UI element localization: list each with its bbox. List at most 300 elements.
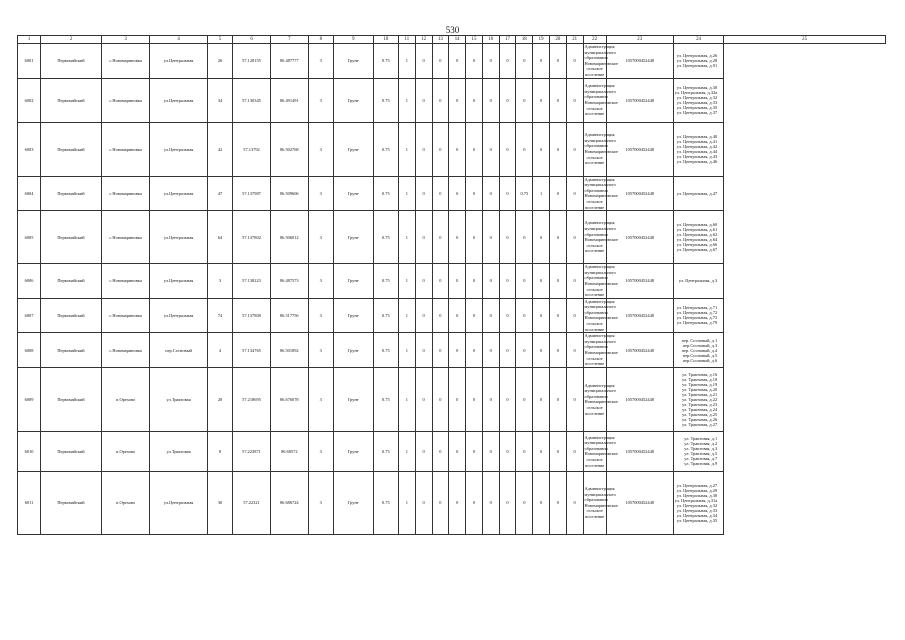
value-cell: 0 — [466, 176, 483, 211]
value-cell: 0 — [466, 264, 483, 299]
value-cell: 0 — [549, 211, 566, 264]
value-cell: 0 — [466, 122, 483, 176]
value-cell: 0 — [549, 122, 566, 176]
address-line: пер.Сосновый, д.5 — [682, 352, 718, 358]
value-cell: 0 — [516, 78, 533, 122]
value-cell: 0 — [449, 367, 466, 431]
table-row — [18, 471, 886, 534]
address-line: пер.Сосновый, д.3 — [682, 342, 718, 348]
value-cell: 1 — [398, 211, 415, 264]
organization-line: образования — [584, 445, 608, 451]
value-cell: 0 — [549, 367, 566, 431]
value-cell: 0 — [549, 78, 566, 122]
address-line: ул. Трактовая, д.27 — [682, 421, 718, 427]
column-number-cell: 15 — [466, 36, 483, 44]
value-cell: 0 — [449, 264, 466, 299]
table-row — [18, 122, 886, 176]
value-cell: 3 — [308, 471, 333, 534]
value-cell: 0 — [432, 122, 449, 176]
organization-line: Новомариновское сельское — [584, 280, 618, 292]
organization-line: Новомариновское сельское — [584, 315, 618, 327]
address-list-cell — [673, 44, 723, 79]
value-cell: 0.75 — [373, 471, 398, 534]
latitude-cell: 57.130345 — [233, 78, 271, 122]
longitude-cell: 86.517756 — [270, 298, 308, 333]
street-cell: ул.Центральная — [150, 176, 208, 211]
latitude-cell: 57.134765 — [233, 333, 271, 368]
organization-cell — [583, 122, 618, 176]
table-row — [18, 367, 886, 431]
address-line: ул. Трактовая, д.24 — [682, 406, 718, 412]
value-cell: 0 — [415, 367, 432, 431]
column-number-cell: 8 — [308, 36, 333, 44]
value-cell: 1 — [398, 122, 415, 176]
address-line: ул. Центральная, д.30 — [676, 492, 718, 498]
address-line: ул. Центральная, д.34 — [676, 512, 718, 518]
value-cell: 0 — [566, 431, 583, 471]
address-line: ул. Центральная, д.61 — [676, 227, 718, 233]
value-cell: 0 — [449, 298, 466, 333]
column-number-cell: 10 — [373, 36, 398, 44]
value-cell: 0 — [566, 78, 583, 122]
address-line: ул. Центральная, д.40 — [676, 134, 718, 140]
organization-line: муниципального — [584, 49, 616, 55]
column-number-cell: 13 — [432, 36, 449, 44]
value-cell: 0 — [499, 176, 516, 211]
organization-line: Администрация — [584, 434, 615, 440]
column-number-cell: 23 — [606, 36, 673, 44]
value-cell: 0 — [449, 471, 466, 534]
value-cell: 0 — [566, 471, 583, 534]
longitude-cell: 86.502768 — [270, 122, 308, 176]
value-cell: 0 — [499, 122, 516, 176]
table-row — [18, 78, 886, 122]
row-id-cell: 6002 — [18, 78, 41, 122]
value-cell: 0 — [449, 44, 466, 79]
settlement-cell: с.Новомариновка — [101, 176, 149, 211]
row-id-cell: 6004 — [18, 176, 41, 211]
address-line: ул. Центральная, д.72 — [676, 310, 718, 316]
surface-type-cell: Грунт — [333, 211, 373, 264]
address-line: ул. Центральная, д.46 — [676, 159, 718, 165]
address-line: пер. Сосновый, д.1 — [681, 337, 718, 343]
district-cell: Первомайский — [41, 333, 102, 368]
district-cell: Первомайский — [41, 264, 102, 299]
latitude-cell: 57.223871 — [233, 431, 271, 471]
value-cell: 0 — [566, 333, 583, 368]
row-id-cell: 6009 — [18, 367, 41, 431]
value-cell: 0 — [482, 264, 499, 299]
address-line: ул. Центральная, д.64 — [676, 237, 718, 243]
organization-line: образования — [584, 393, 608, 399]
column-number-cell: 16 — [482, 36, 499, 44]
latitude-cell: 57.22321 — [233, 471, 271, 534]
value-cell: 1 — [398, 44, 415, 79]
address-line: ул. Центральная, д.91 — [676, 63, 718, 69]
value-cell: 0 — [482, 176, 499, 211]
address-line: пер. Сосновый, д.4 — [681, 347, 718, 353]
value-cell: 0 — [499, 298, 516, 333]
longitude-cell: 86.506012 — [270, 211, 308, 264]
organization-line: поселение — [584, 160, 605, 166]
surface-type-cell: Грунт — [333, 44, 373, 79]
value-cell: 0 — [482, 122, 499, 176]
value-cell: 3 — [308, 333, 333, 368]
value-cell: 0 — [499, 367, 516, 431]
value-cell: 0 — [499, 78, 516, 122]
street-cell: ул.Центральная — [150, 471, 208, 534]
organization-line: поселение — [584, 326, 605, 332]
address-line: ул. Трактовая, д.7 — [684, 456, 718, 462]
house-number-cell: 26 — [207, 44, 232, 79]
column-number-row — [18, 36, 886, 44]
street-cell: ул.Центральная — [150, 264, 208, 299]
latitude-cell: 57.138223 — [233, 264, 271, 299]
settlement-cell: с.Новомариновка — [101, 333, 149, 368]
address-line: ул. Трактовая, д.23 — [682, 401, 718, 407]
value-cell: 0 — [499, 44, 516, 79]
address-list-cell — [673, 471, 723, 534]
street-cell: ул.Центральная — [150, 122, 208, 176]
address-list-cell — [673, 78, 723, 122]
ogrn-cell: 1057000452448 — [606, 471, 673, 534]
value-cell: 0 — [516, 471, 533, 534]
column-number-cell: 24 — [673, 36, 723, 44]
organization-line: муниципального — [584, 137, 616, 143]
value-cell: 0.75 — [373, 367, 398, 431]
ogrn-cell: 1057000452448 — [606, 367, 673, 431]
organization-line: Администрация — [584, 132, 615, 138]
organization-cell — [583, 298, 618, 333]
address-line: ул. Трактовая, д.22 — [682, 396, 718, 402]
value-cell: 1 — [398, 431, 415, 471]
longitude-cell: 86.491491 — [270, 78, 308, 122]
value-cell: 0 — [415, 211, 432, 264]
address-line: ул. Центральная, д.66 — [676, 242, 718, 248]
district-cell: Первомайский — [41, 298, 102, 333]
value-cell: 1 — [398, 176, 415, 211]
organization-line: поселение — [584, 204, 605, 210]
organization-line: Администрация — [584, 382, 615, 388]
house-number-cell: 20 — [207, 367, 232, 431]
address-line: ул. Трактовая, д.18 — [682, 376, 718, 382]
address-line: ул. Трактовая, д.19 — [682, 381, 718, 387]
settlement-cell: п.Орехово — [101, 471, 149, 534]
organization-line: Новомариновское сельское — [584, 60, 618, 72]
value-cell: 0 — [432, 264, 449, 299]
value-cell: 0 — [449, 78, 466, 122]
house-number-cell: 42 — [207, 122, 232, 176]
district-cell: Первомайский — [41, 44, 102, 79]
row-id-cell: 6008 — [18, 333, 41, 368]
address-line: ул. Трактовая, д.2 — [684, 441, 718, 447]
organization-line: Администрация — [584, 486, 615, 492]
organization-line: образования — [584, 497, 608, 503]
address-line: ул. Центральная, д.42 — [676, 144, 718, 150]
address-line: ул. Трактовая, д.16 — [682, 371, 718, 377]
table-row — [18, 431, 886, 471]
address-line: ул. Центральная, д.79 — [676, 320, 718, 326]
value-cell: 0 — [566, 122, 583, 176]
address-line: ул. Центральная, д.3 — [678, 278, 718, 284]
organization-cell — [583, 44, 618, 79]
row-id-cell: 6003 — [18, 122, 41, 176]
address-line: ул. Центральная, д.41 — [676, 139, 718, 145]
value-cell: 1 — [398, 298, 415, 333]
column-number-cell: 25 — [724, 36, 886, 44]
table-row — [18, 264, 886, 299]
address-line: ул. Трактовая, д.3 — [684, 446, 718, 452]
value-cell: 0 — [432, 431, 449, 471]
organization-line: Новомариновское сельское — [584, 149, 618, 160]
value-cell: 0 — [533, 333, 550, 368]
address-list-cell — [673, 367, 723, 431]
value-cell: 0 — [432, 367, 449, 431]
value-cell: 0 — [482, 367, 499, 431]
settlement-cell: п.Орехово — [101, 367, 149, 431]
organization-line: Администрация — [584, 298, 615, 304]
organization-cell — [583, 78, 618, 122]
column-number-cell: 7 — [270, 36, 308, 44]
value-cell: 0 — [499, 211, 516, 264]
house-number-cell: 34 — [207, 78, 232, 122]
organization-line: поселение — [584, 361, 605, 367]
value-cell: 0 — [499, 471, 516, 534]
value-cell: 0 — [415, 298, 432, 333]
ogrn-cell: 1057000452448 — [606, 122, 673, 176]
settlement-cell: с.Новомариновка — [101, 298, 149, 333]
address-line: ул. Центральная, д.44 — [676, 149, 718, 155]
row-id-cell: 6007 — [18, 298, 41, 333]
address-line: ул. Центральная, д.29 — [676, 487, 718, 493]
value-cell: 0 — [533, 44, 550, 79]
ogrn-cell: 1057000452448 — [606, 264, 673, 299]
value-cell: 0 — [533, 211, 550, 264]
value-cell: 0 — [415, 333, 432, 368]
value-cell: 0 — [466, 298, 483, 333]
value-cell: 0 — [449, 431, 466, 471]
latitude-cell: 57.218695 — [233, 367, 271, 431]
ogrn-cell: 1057000452448 — [606, 298, 673, 333]
register-table — [17, 35, 886, 535]
value-cell: 0.75 — [373, 264, 398, 299]
value-cell: 0 — [499, 431, 516, 471]
house-number-cell: 8 — [207, 431, 232, 471]
value-cell: 0 — [482, 78, 499, 122]
address-line: ул. Центральная, д.47 — [676, 190, 718, 196]
value-cell: 0 — [415, 176, 432, 211]
value-cell: 1 — [398, 333, 415, 368]
row-id-cell: 6006 — [18, 264, 41, 299]
page-number: 530 — [445, 25, 460, 35]
longitude-cell: 86.501892 — [270, 333, 308, 368]
column-number-cell: 18 — [516, 36, 533, 44]
value-cell: 0 — [466, 211, 483, 264]
address-line: ул. Трактовая, д.21 — [682, 391, 718, 397]
organization-line: муниципального — [584, 182, 616, 188]
organization-line: Администрация — [584, 176, 615, 182]
value-cell: 0 — [533, 78, 550, 122]
value-cell: 0 — [516, 44, 533, 79]
value-cell: 3 — [308, 122, 333, 176]
value-cell: 0 — [516, 431, 533, 471]
address-line: ул. Центральная, д.30 — [676, 85, 718, 91]
organization-line: образования — [584, 187, 608, 193]
street-cell: ул.Трактовая — [150, 367, 208, 431]
latitude-cell: 57.137987 — [233, 176, 271, 211]
longitude-cell: 86.686724 — [270, 471, 308, 534]
organization-cell — [583, 211, 618, 264]
organization-line: Новомариновское сельское — [584, 399, 618, 410]
value-cell: 0 — [549, 298, 566, 333]
address-line: ул. Центральная, д.33 — [676, 507, 718, 513]
organization-line: муниципального — [584, 338, 616, 344]
row-id-cell: 6011 — [18, 471, 41, 534]
organization-line: муниципального — [584, 491, 616, 497]
organization-line: Новомариновское сельское — [584, 451, 618, 462]
value-cell: 0 — [566, 176, 583, 211]
organization-line: Новомариновское сельское — [584, 193, 618, 204]
organization-cell — [583, 176, 618, 211]
table-row — [18, 44, 886, 79]
organization-line: Администрация — [584, 83, 615, 89]
ogrn-cell: 1057000452448 — [606, 431, 673, 471]
ogrn-cell: 1057000452448 — [606, 44, 673, 79]
value-cell: 0 — [466, 367, 483, 431]
organization-line: Администрация — [584, 333, 615, 339]
organization-cell — [583, 471, 618, 534]
value-cell: 0 — [482, 471, 499, 534]
address-line: ул. Центральная, д.32а — [674, 90, 718, 96]
street-cell: ул.Центральная — [150, 298, 208, 333]
value-cell: 0 — [432, 176, 449, 211]
organization-line: муниципального — [584, 304, 616, 310]
value-cell: 1 — [398, 367, 415, 431]
row-id-cell: 6001 — [18, 44, 41, 79]
house-number-cell: 30 — [207, 471, 232, 534]
address-line: ул. Трактовая, д.5 — [684, 451, 718, 457]
column-number-cell: 2 — [41, 36, 102, 44]
value-cell: 0 — [415, 122, 432, 176]
organization-line: поселение — [584, 111, 605, 117]
street-cell: ул.Центральная — [150, 211, 208, 264]
column-number-cell: 6 — [233, 36, 271, 44]
value-cell: 0 — [516, 122, 533, 176]
value-cell: 0 — [482, 211, 499, 264]
table-row — [18, 333, 886, 368]
value-cell: 0 — [549, 264, 566, 299]
value-cell: 0 — [533, 298, 550, 333]
column-number-cell: 12 — [415, 36, 432, 44]
organization-cell — [583, 367, 618, 431]
surface-type-cell: Грунт — [333, 471, 373, 534]
value-cell: 0 — [482, 44, 499, 79]
value-cell: 0 — [466, 44, 483, 79]
street-cell: пер.Сосновый — [150, 333, 208, 368]
address-list-cell — [673, 431, 723, 471]
settlement-cell: с.Новомариновка — [101, 264, 149, 299]
value-cell: 0.75 — [516, 176, 533, 211]
value-cell: 0 — [449, 211, 466, 264]
organization-line: муниципального — [584, 225, 616, 231]
value-cell: 0.75 — [373, 211, 398, 264]
column-number-cell: 14 — [449, 36, 466, 44]
address-line: ул. Центральная, д.62 — [676, 232, 718, 238]
value-cell: 0 — [533, 367, 550, 431]
address-line: ул. Центральная, д.28 — [676, 58, 718, 64]
table-row — [18, 298, 886, 333]
organization-line: поселение — [584, 292, 605, 298]
value-cell: 0.75 — [373, 122, 398, 176]
ogrn-cell: 1057000452448 — [606, 176, 673, 211]
value-cell: 0 — [516, 333, 533, 368]
organization-line: Администрация — [584, 264, 615, 270]
longitude-cell: 86.487573 — [270, 264, 308, 299]
value-cell: 0 — [533, 264, 550, 299]
surface-type-cell: Грунт — [333, 431, 373, 471]
address-line: ул. Центральная, д.37 — [676, 110, 718, 116]
district-cell: Первомайский — [41, 176, 102, 211]
value-cell: 3 — [308, 44, 333, 79]
value-cell: 0 — [466, 78, 483, 122]
value-cell: 0.75 — [373, 44, 398, 79]
row-id-cell: 6005 — [18, 211, 41, 264]
address-list-cell — [673, 211, 723, 264]
table-row — [18, 211, 886, 264]
address-list-cell — [673, 298, 723, 333]
value-cell: 0 — [566, 367, 583, 431]
value-cell: 0 — [415, 264, 432, 299]
longitude-cell: 86.487777 — [270, 44, 308, 79]
ogrn-cell: 1057000452448 — [606, 211, 673, 264]
settlement-cell: п.Орехово — [101, 431, 149, 471]
value-cell: 0 — [566, 211, 583, 264]
district-cell: Первомайский — [41, 78, 102, 122]
latitude-cell: 57.137808 — [233, 298, 271, 333]
value-cell: 0 — [549, 431, 566, 471]
value-cell: 3 — [308, 264, 333, 299]
value-cell: 0 — [566, 264, 583, 299]
organization-line: образования — [584, 275, 608, 281]
longitude-cell: 86.509606 — [270, 176, 308, 211]
address-line: ул. Трактовая, д.26 — [682, 416, 718, 422]
address-line: ул. Центральная, д.32 — [676, 502, 718, 508]
value-cell: 0 — [482, 298, 499, 333]
address-line: ул. Центральная, д.35 — [676, 105, 718, 111]
value-cell: 0 — [516, 211, 533, 264]
column-number-cell: 21 — [566, 36, 583, 44]
value-cell: 0 — [432, 211, 449, 264]
ogrn-cell: 1057000452448 — [606, 78, 673, 122]
street-cell: ул.Центральная — [150, 44, 208, 79]
column-number-cell: 20 — [549, 36, 566, 44]
street-cell: ул.Центральная — [150, 78, 208, 122]
settlement-cell: с.Новомариновка — [101, 211, 149, 264]
organization-line: Администрация — [584, 220, 615, 226]
value-cell: 0 — [449, 122, 466, 176]
address-line: ул. Трактовая, д.1 — [684, 436, 718, 442]
house-number-cell: 64 — [207, 211, 232, 264]
value-cell: 1 — [398, 78, 415, 122]
value-cell: 0 — [415, 78, 432, 122]
address-line: ул. Трактовая, д.20 — [682, 386, 718, 392]
address-line: ул. Трактовая, д.9 — [684, 461, 718, 467]
value-cell: 0.75 — [373, 176, 398, 211]
value-cell: 0 — [482, 333, 499, 368]
value-cell: 3 — [308, 211, 333, 264]
value-cell: 0 — [449, 333, 466, 368]
address-line: ул. Центральная, д.60 — [676, 222, 718, 228]
